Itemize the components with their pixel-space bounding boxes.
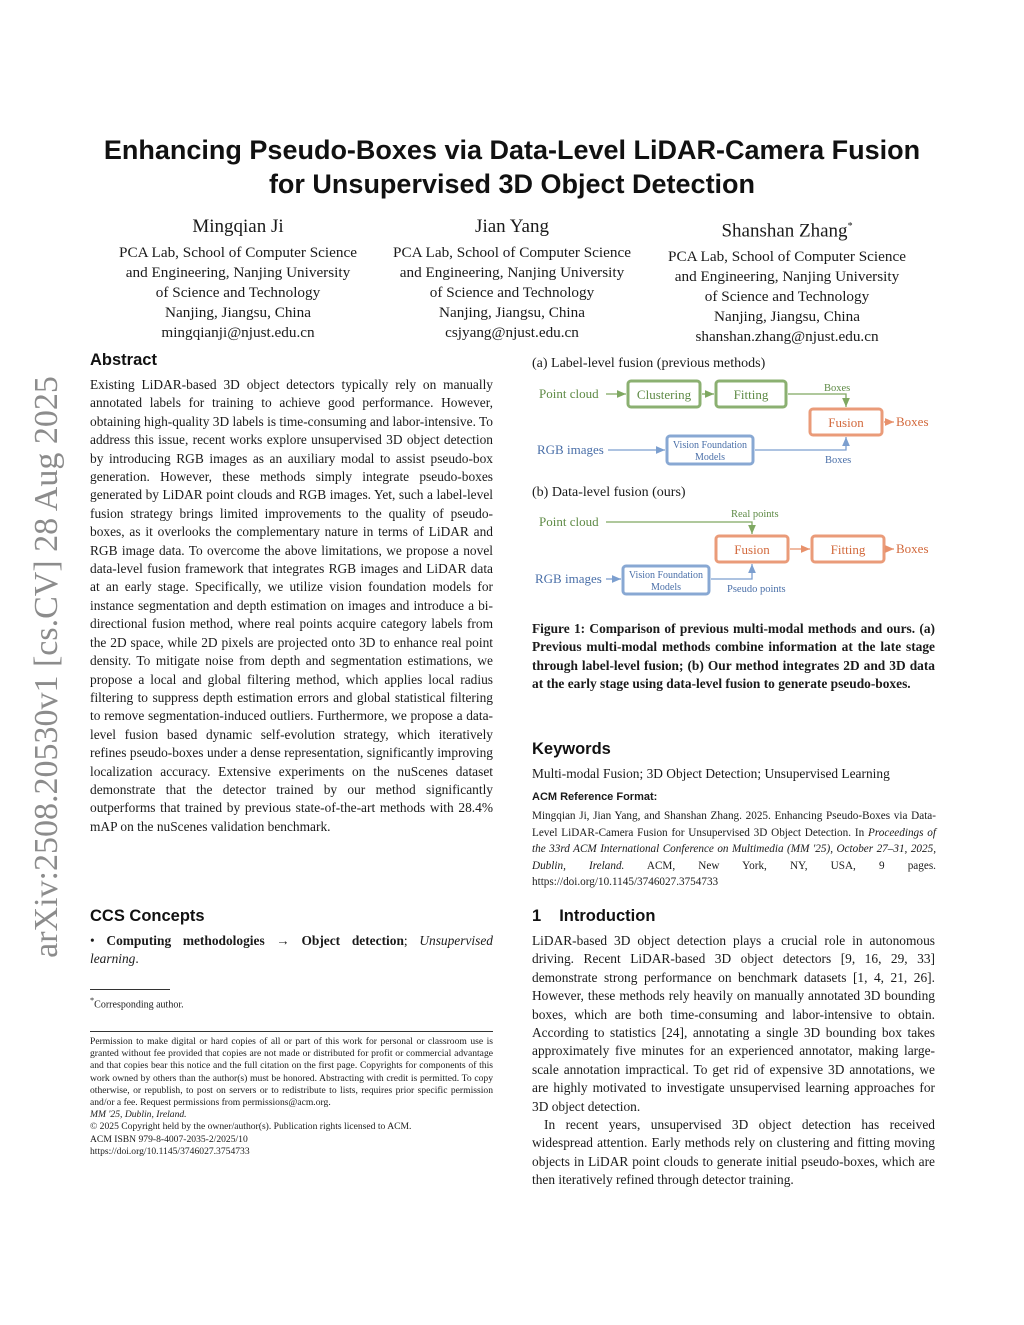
copyright-text: © 2025 Copyright held by the owner/author(s). Publication rights licensed to ACM. [90,1121,412,1133]
acm-ref-heading: ACM Reference Format: [532,791,658,803]
intro-paragraph-2: In recent years, unsupervised 3D object detection has received widespread attention. Early methods rely on clustering and fitting moving objects in LiDAR point clouds to generate initial pseudo-boxes, which are then iteratively refined through detector training. [532,1117,935,1188]
fig-a-rgb-images: RGB images [537,442,604,457]
author-block-1 [93,215,383,343]
fig-a-vfm-line1: Vision Foundation [672,440,748,451]
fig-b-fitting: Fitting [830,542,866,557]
author-affiliation: and Engineering, Nanjing University [125,264,351,281]
author-name: Mingqian Ji [192,216,284,237]
fig-a-vfm-line2: Models [695,452,725,463]
permission-text: Permission to make digital or hard copies of all or part of this work for personal or classroom use is granted without fee provided that copies are not made or distributed for profit or commercial advantage and that copies bear this notice and the full citation on the first page. Copyrights for components of this work owned by others than the author(s) must be honored. Abstracting with credit is permitted. To copy otherwise, or republish, to post on servers or to redistribute to lists, requires prior specific permission and/or a fee. Request permissions from permissions@acm.org. [90,1036,493,1109]
author-name: Jian Yang [475,216,549,237]
keywords-text: Multi-modal Fusion; 3D Object Detection; Unsupervised Learning [532,766,890,781]
ccs-concept-3: Unsupervised learning [90,933,493,967]
author-affiliation: of Science and Technology [704,288,870,306]
author-block-2 [367,215,657,343]
author-affiliation: and Engineering, Nanjing University [674,268,900,286]
title-line-1: Enhancing Pseudo-Boxes via Data-Level LiDAR-Camera Fusion [103,135,921,165]
permission-block [90,1036,493,1158]
doi-link[interactable]: https://doi.org/10.1145/3746027.3754733 [90,1145,250,1157]
intro-text [532,932,935,1190]
fig-a-boxes-out: Boxes [896,414,929,429]
figure-caption: Figure 1: Comparison of previous multi-modal methods and ours. (a) Previous multi-modal methods combine information at the late stage through label-level fusion; (b) Our method integrates 2D and 3D data at the early stage using data-level fusion to generate pseudo-boxes. [532,621,935,692]
figure-b-label: (b) Data-level fusion (ours) [532,485,686,500]
fig-a-boxes-top: Boxes [824,383,851,394]
author-location: Nanjing, Jiangsu, China [165,304,311,321]
fig-b-vfm-line1: Vision Foundation [628,570,704,581]
abstract-text: Existing LiDAR-based 3D object detectors typically rely on manually annotated labels for training to achieve good performance. However, obtaining high-quality 3D labels is time-consuming and labor-intensive. To address this issue, recent works explore unsupervised 3D object detection by introducing RGB images as an auxiliary modal to assist pseudo-box generation. However, these methods simply integrate pseudo-boxes generated by LiDAR point clouds and RGB images. Yet, such a label-level fusion strategy brings limited improvements to the quality of pseudo-boxes, as it overlooks the complementary nature in terms of LiDAR and RGB image data. To overcome the above limitations, we propose a novel data-level fusion framework that integrates RGB images and LiDAR data at an early stage. Specifically, we utilize vision foundation models for instance segmentation and depth estimation on images and introduce a bi-directional fusion method, where real points acquire category labels from the 2D space, while 2D pixels are projected onto 3D to enhance real point density. To mitigate noise from depth and segmentation estimations, we propose a local and global filtering method, which applies local radius filtering to suppress depth estimation errors and global statistical filtering to remove segmentation-induced outliers. Furthermore, we propose a data-level fusion based dynamic self-evolution strategy, which iteratively refines pseudo-boxes under a dense representation, significantly improving localization accuracy. Extensive experiments on the nuScenes dataset demonstrate that the detector trained by our method significantly outperforms that trained by previous state-of-the-art methods with 28.4% mAP on the nuScenes validation benchmark. [90,377,493,834]
fig-b-boxes-out: Boxes [896,541,929,556]
fig-a-fusion: Fusion [828,415,864,430]
fig-b-arrow [711,564,752,579]
section-number: 1 [532,907,542,925]
author-affiliation: and Engineering, Nanjing University [399,264,625,281]
author-email[interactable]: mingqianji@njust.edu.cn [161,324,315,341]
corresponding-mark: * [847,221,853,232]
acm-ref-text: Mingqian Ji, Jian Yang, and Shanshan Zhang. 2025. Enhancing Pseudo-Boxes via Data-Level LiDAR-Camera Fusion for Unsupervised 3D Object Detection. In Proceedings of the 33rd ACM International Conference on Multimedia (MM '25), October 27–31, 2025, Dublin, Ireland. ACM, New York, NY, USA, 9 pages. https://doi.org/10.1145/3746027.3754733 [532,810,937,889]
figure-1 [528,350,948,610]
ccs-concept-1: Computing methodologies [106,933,265,948]
fig-b-rgb-images: RGB images [535,571,602,586]
author-affiliation: PCA Lab, School of Computer Science [119,244,357,261]
venue-text: MM '25, Dublin, Ireland. [90,1109,187,1121]
section-title: Introduction [559,907,656,925]
author-affiliation: of Science and Technology [155,284,321,301]
author-email[interactable]: shanshan.zhang@njust.edu.cn [695,328,879,346]
intro-heading [532,907,655,926]
author-affiliation: PCA Lab, School of Computer Science [393,244,631,261]
abstract-heading: Abstract [90,351,157,369]
title-line-2: for Unsupervised 3D Object Detection [268,169,756,199]
fig-a-fitting: Fitting [733,387,769,402]
fig-b-pseudo-points: Pseudo points [727,584,786,595]
fig-a-arrow [788,394,846,407]
ccs-concepts: • Computing methodologies → Object detection; Unsupervised learning. [90,933,493,967]
paper-title [60,133,964,201]
fig-a-clustering: Clustering [636,387,692,402]
author-affiliation: PCA Lab, School of Computer Science [668,248,906,266]
permission-rule [90,1031,493,1032]
fig-b-arrow [606,522,752,534]
fig-b-point-cloud: Point cloud [539,514,599,529]
arxiv-identifier: arXiv:2508.20530v1 [cs.CV] 28 Aug 2025 [28,376,65,958]
ccs-heading: CCS Concepts [90,907,205,925]
fig-a-boxes-bottom: Boxes [825,455,852,466]
fig-b-real-points: Real points [731,509,779,520]
author-affiliation: of Science and Technology [429,284,595,301]
author-block-3 [642,215,932,347]
author-location: Nanjing, Jiangsu, China [714,308,860,326]
isbn-text: ACM ISBN 979-8-4007-2035-2/2025/10 [90,1133,248,1145]
fig-a-arrow [755,437,846,450]
fig-a-point-cloud: Point cloud [539,386,599,401]
author-location: Nanjing, Jiangsu, China [439,304,585,321]
keywords-heading: Keywords [532,740,611,758]
author-email[interactable]: csjyang@njust.edu.cn [445,324,579,341]
intro-paragraph-1: LiDAR-based 3D object detection plays a crucial role in autonomous driving. Recent LiDAR-based 3D object detectors [9, 16, 29, 33] demonstrate strong performance on benchmark datasets [1, 4, 21, 26]. However, these methods rely heavily on manually annotated 3D bounding boxes, which are both time-consuming and labor-intensive to obtain. According to statistics [24], annotating a single 3D bounding box takes approximately five minutes for an experienced annotator, making large-scale annotation impractical. To get rid of expensive 3D annotations, we are highly motivated to investigate unsupervised learning approaches for 3D object detection. [532,933,935,1114]
footnote-rule [90,989,170,990]
figure-a-label: (a) Label-level fusion (previous methods) [532,356,766,371]
fig-b-vfm-line2: Models [651,582,681,593]
ccs-concept-2: Object detection [301,933,404,948]
fig-b-fusion: Fusion [734,542,770,557]
footnote: *Corresponding author. [90,996,184,1011]
author-name: Shanshan Zhang* [721,220,853,242]
